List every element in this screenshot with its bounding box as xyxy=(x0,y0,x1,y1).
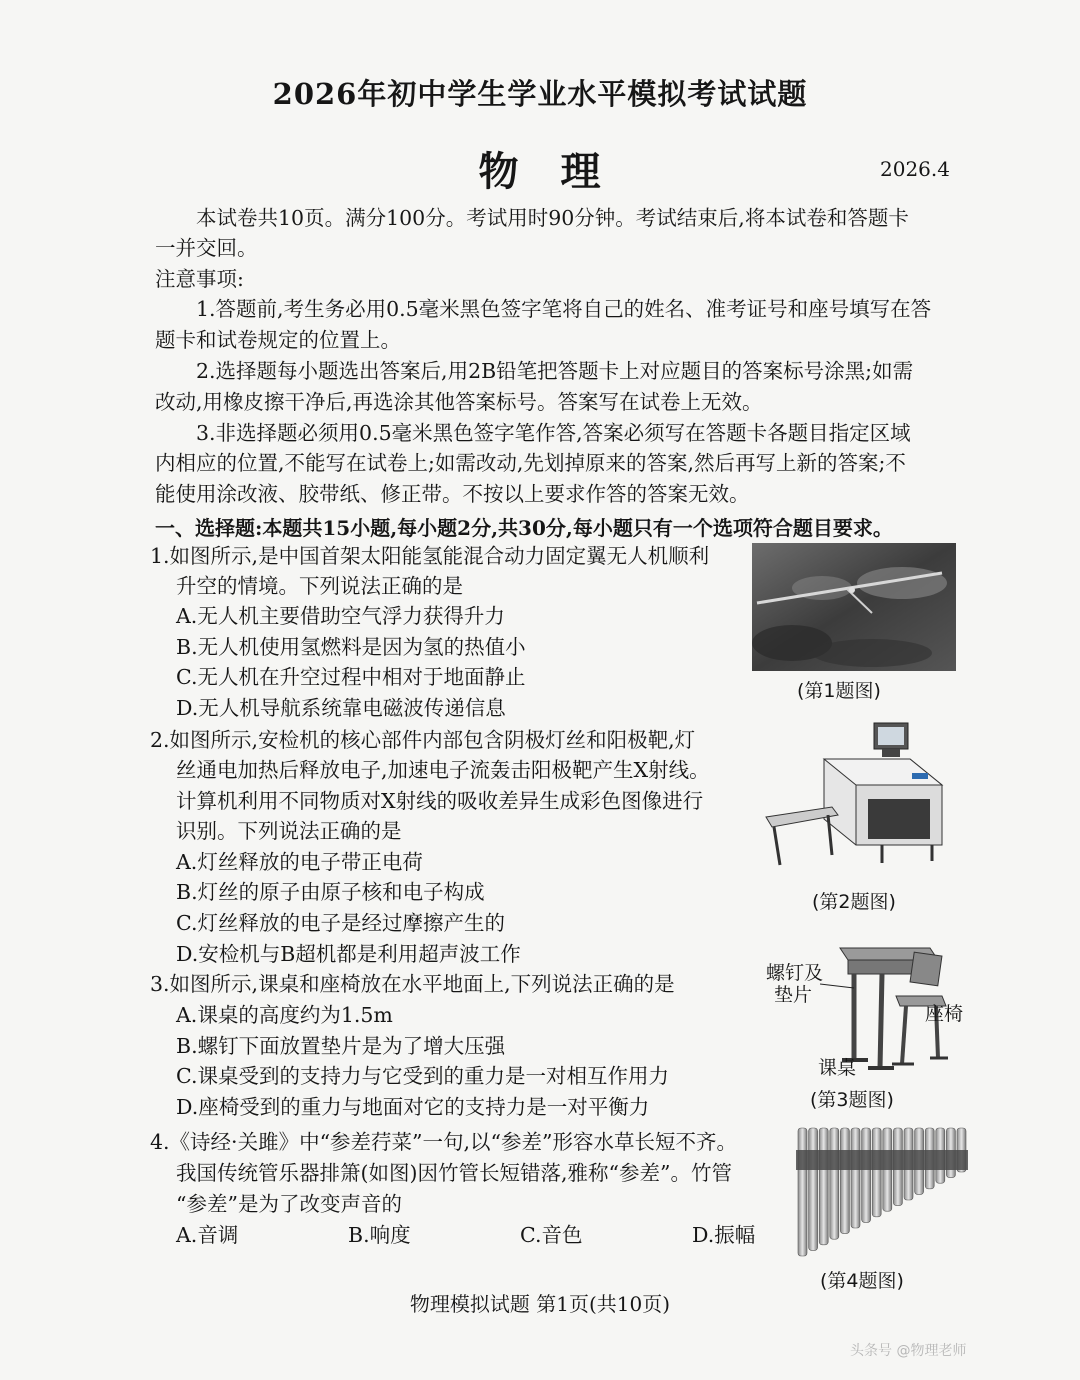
security-scanner-figure xyxy=(762,715,962,875)
question-stem: 4.《诗经·关雎》中“参差荇菜”一句,以“参差”形容水草长短不齐。 xyxy=(150,1130,738,1154)
panpipe-tube xyxy=(798,1128,807,1256)
notice-item: 2.选择题每小题选出答案后,用2B铅笔把答题卡上对应题目的答案标号涂黑;如需 xyxy=(196,359,914,383)
panpipe-tube xyxy=(809,1128,818,1250)
panpipe-figure xyxy=(792,1124,972,1264)
option-c: C.灯丝释放的电子是经过摩擦产生的 xyxy=(176,911,505,935)
notice-item: 能使用涂改液、胶带纸、修正带。不按以上要求作答的答案无效。 xyxy=(155,482,750,506)
option-d: D.座椅受到的重力与地面对它的支持力是一对平衡力 xyxy=(176,1095,650,1119)
question-stem: 我国传统管乐器排箫(如图)因竹管长短错落,雅称“参差”。竹管 xyxy=(176,1161,732,1185)
question-stem: 丝通电加热后释放电子,加速电子流轰击阳极靶产生X射线。 xyxy=(176,758,710,782)
notice-title: 注意事项: xyxy=(155,267,244,291)
options-row xyxy=(176,1220,755,1250)
chair-label: 座椅 xyxy=(925,1003,964,1025)
panpipe-tubes xyxy=(798,1128,966,1256)
figure-caption: (第4题图) xyxy=(820,1270,904,1292)
option-b: B.螺钉下面放置垫片是为了增大压强 xyxy=(176,1034,506,1058)
option-c: C.课桌受到的支持力与它受到的重力是一对相互作用力 xyxy=(176,1064,669,1088)
screw-label-line1: 螺钉及 xyxy=(766,962,824,984)
panpipe-tube xyxy=(840,1128,849,1234)
section-heading: 一、选择题:本题共15小题,每小题2分,共30分,每小题只有一个选项符合题目要求。 xyxy=(155,516,893,540)
intro-line: 一并交回。 xyxy=(155,236,258,260)
question-stem: 升空的情境。下列说法正确的是 xyxy=(176,574,463,598)
option-d: D.安检机与B超机都是利用超声波工作 xyxy=(176,942,521,966)
option-d: D.振幅 xyxy=(692,1223,756,1247)
question-stem: 3.如图所示,课桌和座椅放在水平地面上,下列说法正确的是 xyxy=(150,972,675,996)
notice-item: 改动,用橡皮擦干净后,再选涂其他答案标号。答案写在试卷上无效。 xyxy=(155,390,763,414)
figure-caption: (第2题图) xyxy=(812,891,896,913)
option-b: B.无人机使用氢燃料是因为氢的热值小 xyxy=(176,635,526,659)
notice-item: 3.非选择题必须用0.5毫米黑色签字笔作答,答案必须写在答题卡各题目指定区域 xyxy=(196,421,911,445)
option-a: A.无人机主要借助空气浮力获得升力 xyxy=(176,604,505,628)
desk-label: 课桌 xyxy=(818,1057,857,1079)
notice-item: 题卡和试卷规定的位置上。 xyxy=(155,328,401,352)
panpipe-tube xyxy=(872,1128,881,1217)
option-a: A.灯丝释放的电子带正电荷 xyxy=(176,850,423,874)
exam-title: 2026年初中学生学业水平模拟考试试题 xyxy=(272,77,808,111)
option-a: A.课桌的高度约为1.5m xyxy=(176,1003,393,1027)
desk-label-screw xyxy=(766,962,823,1006)
option-c: C.音色 xyxy=(520,1223,583,1247)
option-d: D.无人机导航系统靠电磁波传递信息 xyxy=(176,696,506,720)
option-b: B.灯丝的原子由原子核和电子构成 xyxy=(176,880,485,904)
panpipe-tube xyxy=(862,1128,871,1222)
question-stem: 1.如图所示,是中国首架太阳能氢能混合动力固定翼无人机顺利 xyxy=(150,544,710,568)
question-stem: 计算机利用不同物质对X射线的吸收差异生成彩色图像进行 xyxy=(176,789,704,813)
panpipe-band xyxy=(796,1150,968,1170)
panpipe-tube xyxy=(851,1128,860,1228)
question-stem: 2.如图所示,安检机的核心部件内部包含阴极灯丝和阳极靶,灯 xyxy=(150,728,696,752)
figure-caption: (第1题图) xyxy=(797,680,881,702)
panpipe-tube xyxy=(830,1128,839,1239)
page-footer: 物理模拟试题 第1页(共10页) xyxy=(409,1292,671,1316)
notice-item: 1.答题前,考生务必用0.5毫米黑色签字笔将自己的姓名、准考证号和座号填写在答 xyxy=(196,297,932,321)
screw-label-line2: 垫片 xyxy=(774,984,813,1006)
question-stem: “参差”是为了改变声音的 xyxy=(176,1192,402,1216)
figure-caption: (第3题图) xyxy=(810,1089,894,1111)
question-stem: 识别。下列说法正确的是 xyxy=(176,819,402,843)
exam-date: 2026.4 xyxy=(880,157,950,181)
panpipe-tube xyxy=(819,1128,828,1245)
subject-title: 物 理 xyxy=(478,148,602,195)
option-a: A.音调 xyxy=(176,1223,239,1247)
option-c: C.无人机在升空过程中相对于地面静止 xyxy=(176,665,526,689)
intro-line: 本试卷共10页。满分100分。考试用时90分钟。考试结束后,将本试卷和答题卡 xyxy=(196,206,909,230)
option-b: B.响度 xyxy=(348,1223,411,1247)
notice-item: 内相应的位置,不能写在试卷上;如需改动,先划掉原来的答案,然后再写上新的答案;不 xyxy=(155,451,906,475)
watermark: 头条号 @物理老师 xyxy=(850,1343,967,1359)
drone-photo xyxy=(752,543,956,671)
